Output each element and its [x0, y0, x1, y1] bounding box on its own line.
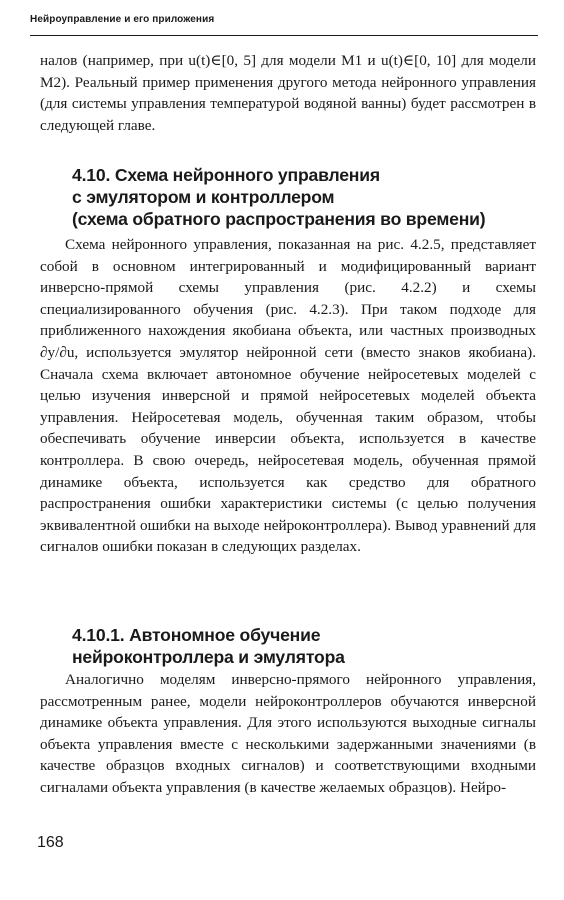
section-4-10-1-paragraph: Аналогично моделям инверсно-прямого нейронного управления, рассмотренным ранее, модели нейроконтроллеров обучаются инверсной динамике объекта управления. Для этого используются выходные сигналы объекта управления вместе с несколькими задержанными значениями (в качестве образцов входных сигналов) и соответствующими входными сигналами объекта управления (в качестве желаемых образцов). Нейро-	[40, 671, 536, 796]
intro-text-block	[40, 50, 536, 136]
header-rule	[30, 35, 538, 36]
section-4-10-heading-line-2: с эмулятором и контроллером	[72, 187, 335, 207]
section-4-10-1-heading-line-2: нейроконтроллера и эмулятора	[72, 647, 345, 667]
intro-paragraph: налов (например, при u(t)∈[0, 5] для модели M1 и u(t)∈[0, 10] для модели M2). Реальный пример применения другого метода нейронного управления (для системы управления температурой водяной ванны) будет рассмотрен в следующей главе.	[40, 52, 536, 134]
page-number: 168	[37, 834, 64, 851]
section-4-10-heading	[72, 164, 532, 230]
section-4-10-body	[40, 234, 536, 558]
section-4-10-1-heading	[72, 624, 532, 668]
section-4-10-1-body	[40, 669, 536, 799]
section-4-10-1-heading-line-1: 4.10.1. Автономное обучение	[72, 625, 321, 645]
section-4-10-heading-line-3: (схема обратного распространения во времени)	[72, 209, 486, 229]
section-4-10-heading-line-1: 4.10. Схема нейронного управления	[72, 165, 380, 185]
running-header: Нейроуправление и его приложения	[30, 14, 215, 25]
section-4-10-paragraph: Схема нейронного управления, показанная на рис. 4.2.5, представляет собой в основном интегрированный и модифицированный вариант инверсно-прямой схемы управления (рис. 4.2.2) и схемы специализированного обучения (рис. 4.2.3). При таком подходе для приближенного нахождения якобиана объекта, или частных производных ∂y/∂u, используется эмулятор нейронной сети (вместо знаков якобиана). Сначала схема включает автономное обучение нейросетевых моделей с целью изучения инверсной и прямой нейросетевых моделей объекта управления. Нейросетевая модель, обученная таким образом, чтобы обеспечивать обучение инверсии объекта, используется в качестве контроллера. В свою очередь, нейросетевая модель, обученная прямой динамике объекта, используется как средство для обратного распространения ошибки характеристики системы (с целью получения эквивалентной ошибки на выходе нейроконтроллера). Вывод уравнений для сигналов ошибки показан в следующих разделах.	[40, 236, 536, 556]
